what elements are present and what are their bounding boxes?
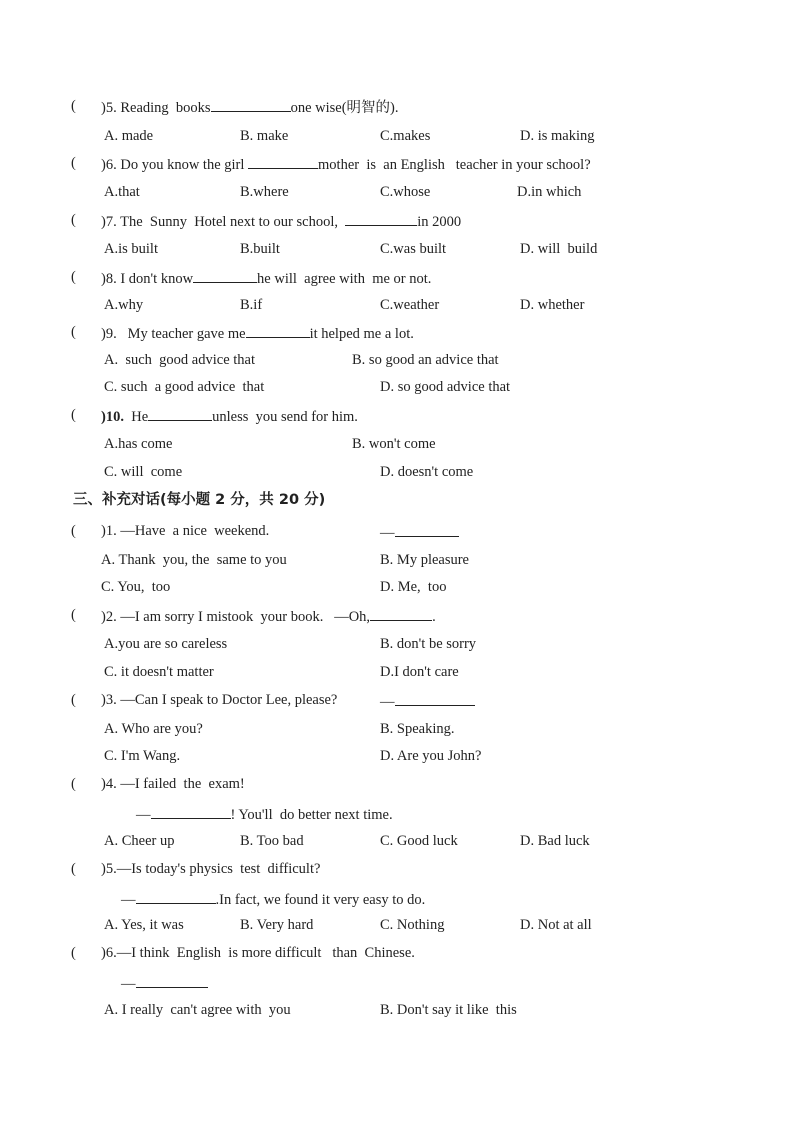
answer-blank[interactable] [148, 406, 212, 421]
question-number: )8. [101, 271, 117, 287]
option-b[interactable]: B. won't come [352, 436, 436, 452]
stem-text: he will agree with me or not. [257, 271, 432, 287]
stem-text: mother is an English teacher in your school? [318, 157, 591, 173]
option-d[interactable]: D.in which [517, 184, 582, 200]
question-number: )3. [101, 692, 117, 708]
answer-paren: ( [71, 407, 76, 423]
option-b[interactable]: B. so good an advice that [352, 352, 499, 368]
option-d[interactable]: D. is making [520, 128, 595, 144]
reply-dash: — [380, 694, 395, 710]
answer-paren: ( [71, 607, 76, 623]
option-b[interactable]: B. Don't say it like this [380, 1002, 517, 1018]
stem-text: —I am sorry I mistook your book. [120, 609, 324, 625]
option-a[interactable]: A.has come [104, 436, 173, 452]
stem-text: it helped me a lot. [309, 326, 414, 342]
answer-paren: ( [71, 269, 76, 285]
option-b[interactable]: B.built [240, 241, 280, 257]
stem-text: —Can I speak to Doctor Lee, please? [120, 692, 338, 708]
question-number: )10. [101, 409, 124, 425]
option-b[interactable]: B. My pleasure [380, 552, 469, 568]
option-b[interactable]: B. Too bad [240, 833, 304, 849]
option-c[interactable]: C. it doesn't matter [104, 664, 214, 680]
answer-paren: ( [71, 692, 76, 708]
question-stem [101, 268, 431, 288]
question-number: )9. [101, 326, 117, 342]
option-c[interactable]: C. Nothing [380, 917, 445, 933]
question-stem [101, 606, 436, 626]
question-number: )4. [101, 776, 117, 792]
reply-text: .In fact, we found it very easy to do. [215, 892, 426, 908]
option-d[interactable]: D. Bad luck [520, 833, 590, 849]
question-number: )2. [101, 609, 117, 625]
option-a[interactable]: A.why [104, 297, 144, 313]
answer-paren: ( [71, 155, 76, 171]
option-a[interactable]: A. such good advice that [104, 352, 256, 368]
reply-start: —Oh, [334, 609, 371, 625]
option-c[interactable]: C.was built [380, 241, 447, 257]
question-number: )7. [101, 214, 117, 230]
stem-text: —I failed the exam! [120, 776, 245, 792]
option-d[interactable]: D. so good advice that [380, 379, 511, 395]
answer-blank[interactable] [345, 211, 417, 226]
option-a[interactable]: A.you are so careless [104, 636, 228, 652]
answer-paren: ( [71, 98, 76, 114]
reply-line [136, 804, 393, 824]
reply-dash: — [136, 807, 151, 823]
option-a[interactable]: A.is built [104, 241, 158, 257]
option-b[interactable]: B. Very hard [240, 917, 314, 933]
reply-line [121, 973, 208, 993]
option-a[interactable]: A. Who are you? [104, 721, 203, 737]
answer-blank[interactable] [136, 973, 208, 988]
option-d[interactable]: D. doesn't come [380, 464, 474, 480]
option-d[interactable]: D. whether [520, 297, 585, 313]
question-stem [101, 944, 415, 962]
question-stem [101, 406, 358, 426]
reply-line [380, 691, 475, 711]
question-stem [101, 323, 414, 343]
option-a[interactable]: A. made [104, 128, 154, 144]
stem-text: He [123, 409, 149, 425]
answer-paren: ( [71, 523, 76, 539]
question-stem [101, 775, 245, 793]
question-stem [101, 691, 337, 709]
option-a[interactable]: A. Yes, it was [104, 917, 184, 933]
answer-paren: ( [71, 945, 76, 961]
option-b[interactable]: B.if [240, 297, 263, 313]
question-number: )5. [101, 100, 117, 116]
stem-text: My teacher gave me [116, 326, 246, 342]
question-number: )6. [101, 157, 117, 173]
option-b[interactable]: B. Speaking. [380, 721, 455, 737]
reply-text: ! You'll do better next time. [230, 807, 393, 823]
stem-text: Do you know the girl [120, 157, 249, 173]
option-a[interactable]: A. Thank you, the same to you [101, 552, 287, 568]
answer-blank[interactable] [395, 691, 475, 706]
stem-text: Reading books [120, 100, 211, 116]
stem-text: I don't know [120, 271, 194, 287]
question-stem [101, 211, 461, 231]
reply-dash: — [380, 525, 395, 541]
option-b[interactable]: B. make [240, 128, 289, 144]
option-a[interactable]: A. Cheer up [104, 833, 175, 849]
reply-line [121, 889, 425, 909]
stem-text: —Is today's physics test difficult? [116, 861, 321, 877]
reply-end: . [432, 609, 436, 625]
option-d[interactable]: D.I don't care [380, 664, 459, 680]
answer-blank[interactable] [395, 522, 459, 537]
section-title: 三、补充对话(每小题 2 分，共 20 分) [73, 492, 326, 508]
stem-text: The Sunny Hotel next to our school, [120, 214, 346, 230]
stem-text: —Have a nice weekend. [120, 523, 270, 539]
answer-blank[interactable] [151, 804, 231, 819]
reply-dash: — [121, 976, 136, 992]
answer-blank[interactable] [370, 606, 432, 621]
question-stem [101, 522, 269, 540]
option-d[interactable]: D. Not at all [520, 917, 592, 933]
stem-text: in 2000 [417, 214, 462, 230]
option-b[interactable]: B. don't be sorry [380, 636, 477, 652]
option-c[interactable]: C.weather [380, 297, 440, 313]
option-a[interactable]: A.that [104, 184, 140, 200]
reply-line [380, 522, 459, 542]
option-d[interactable]: D. Me, too [380, 579, 447, 595]
answer-paren: ( [71, 776, 76, 792]
question-number: )6. [101, 945, 117, 961]
option-c[interactable]: C. will come [104, 464, 183, 480]
option-a[interactable]: A. I really can't agree with you [104, 1002, 291, 1018]
answer-blank[interactable] [211, 97, 291, 112]
question-stem [101, 97, 398, 117]
answer-blank[interactable] [136, 889, 216, 904]
answer-blank[interactable] [193, 268, 257, 283]
option-c[interactable]: C.makes [380, 128, 431, 144]
option-d[interactable]: D. Are you John? [380, 748, 482, 764]
question-number: )1. [101, 523, 117, 539]
option-c[interactable]: C. such a good advice that [104, 379, 265, 395]
option-c[interactable]: C. You, too [101, 579, 171, 595]
stem-text: —I think English is more difficult than Chinese. [116, 945, 415, 961]
answer-blank[interactable] [246, 323, 310, 338]
question-stem [101, 860, 320, 878]
question-stem [101, 154, 591, 174]
option-c[interactable]: C. I'm Wang. [104, 748, 181, 764]
stem-text: one wise(明智的). [290, 100, 399, 116]
question-number: )5. [101, 861, 117, 877]
option-b[interactable]: B.where [240, 184, 289, 200]
stem-text: unless you send for him. [212, 409, 358, 425]
answer-paren: ( [71, 861, 76, 877]
answer-paren: ( [71, 212, 76, 228]
answer-paren: ( [71, 324, 76, 340]
option-d[interactable]: D. will build [520, 241, 598, 257]
reply-dash: — [121, 892, 136, 908]
option-c[interactable]: C. Good luck [380, 833, 458, 849]
option-c[interactable]: C.whose [380, 184, 431, 200]
answer-blank[interactable] [248, 154, 318, 169]
